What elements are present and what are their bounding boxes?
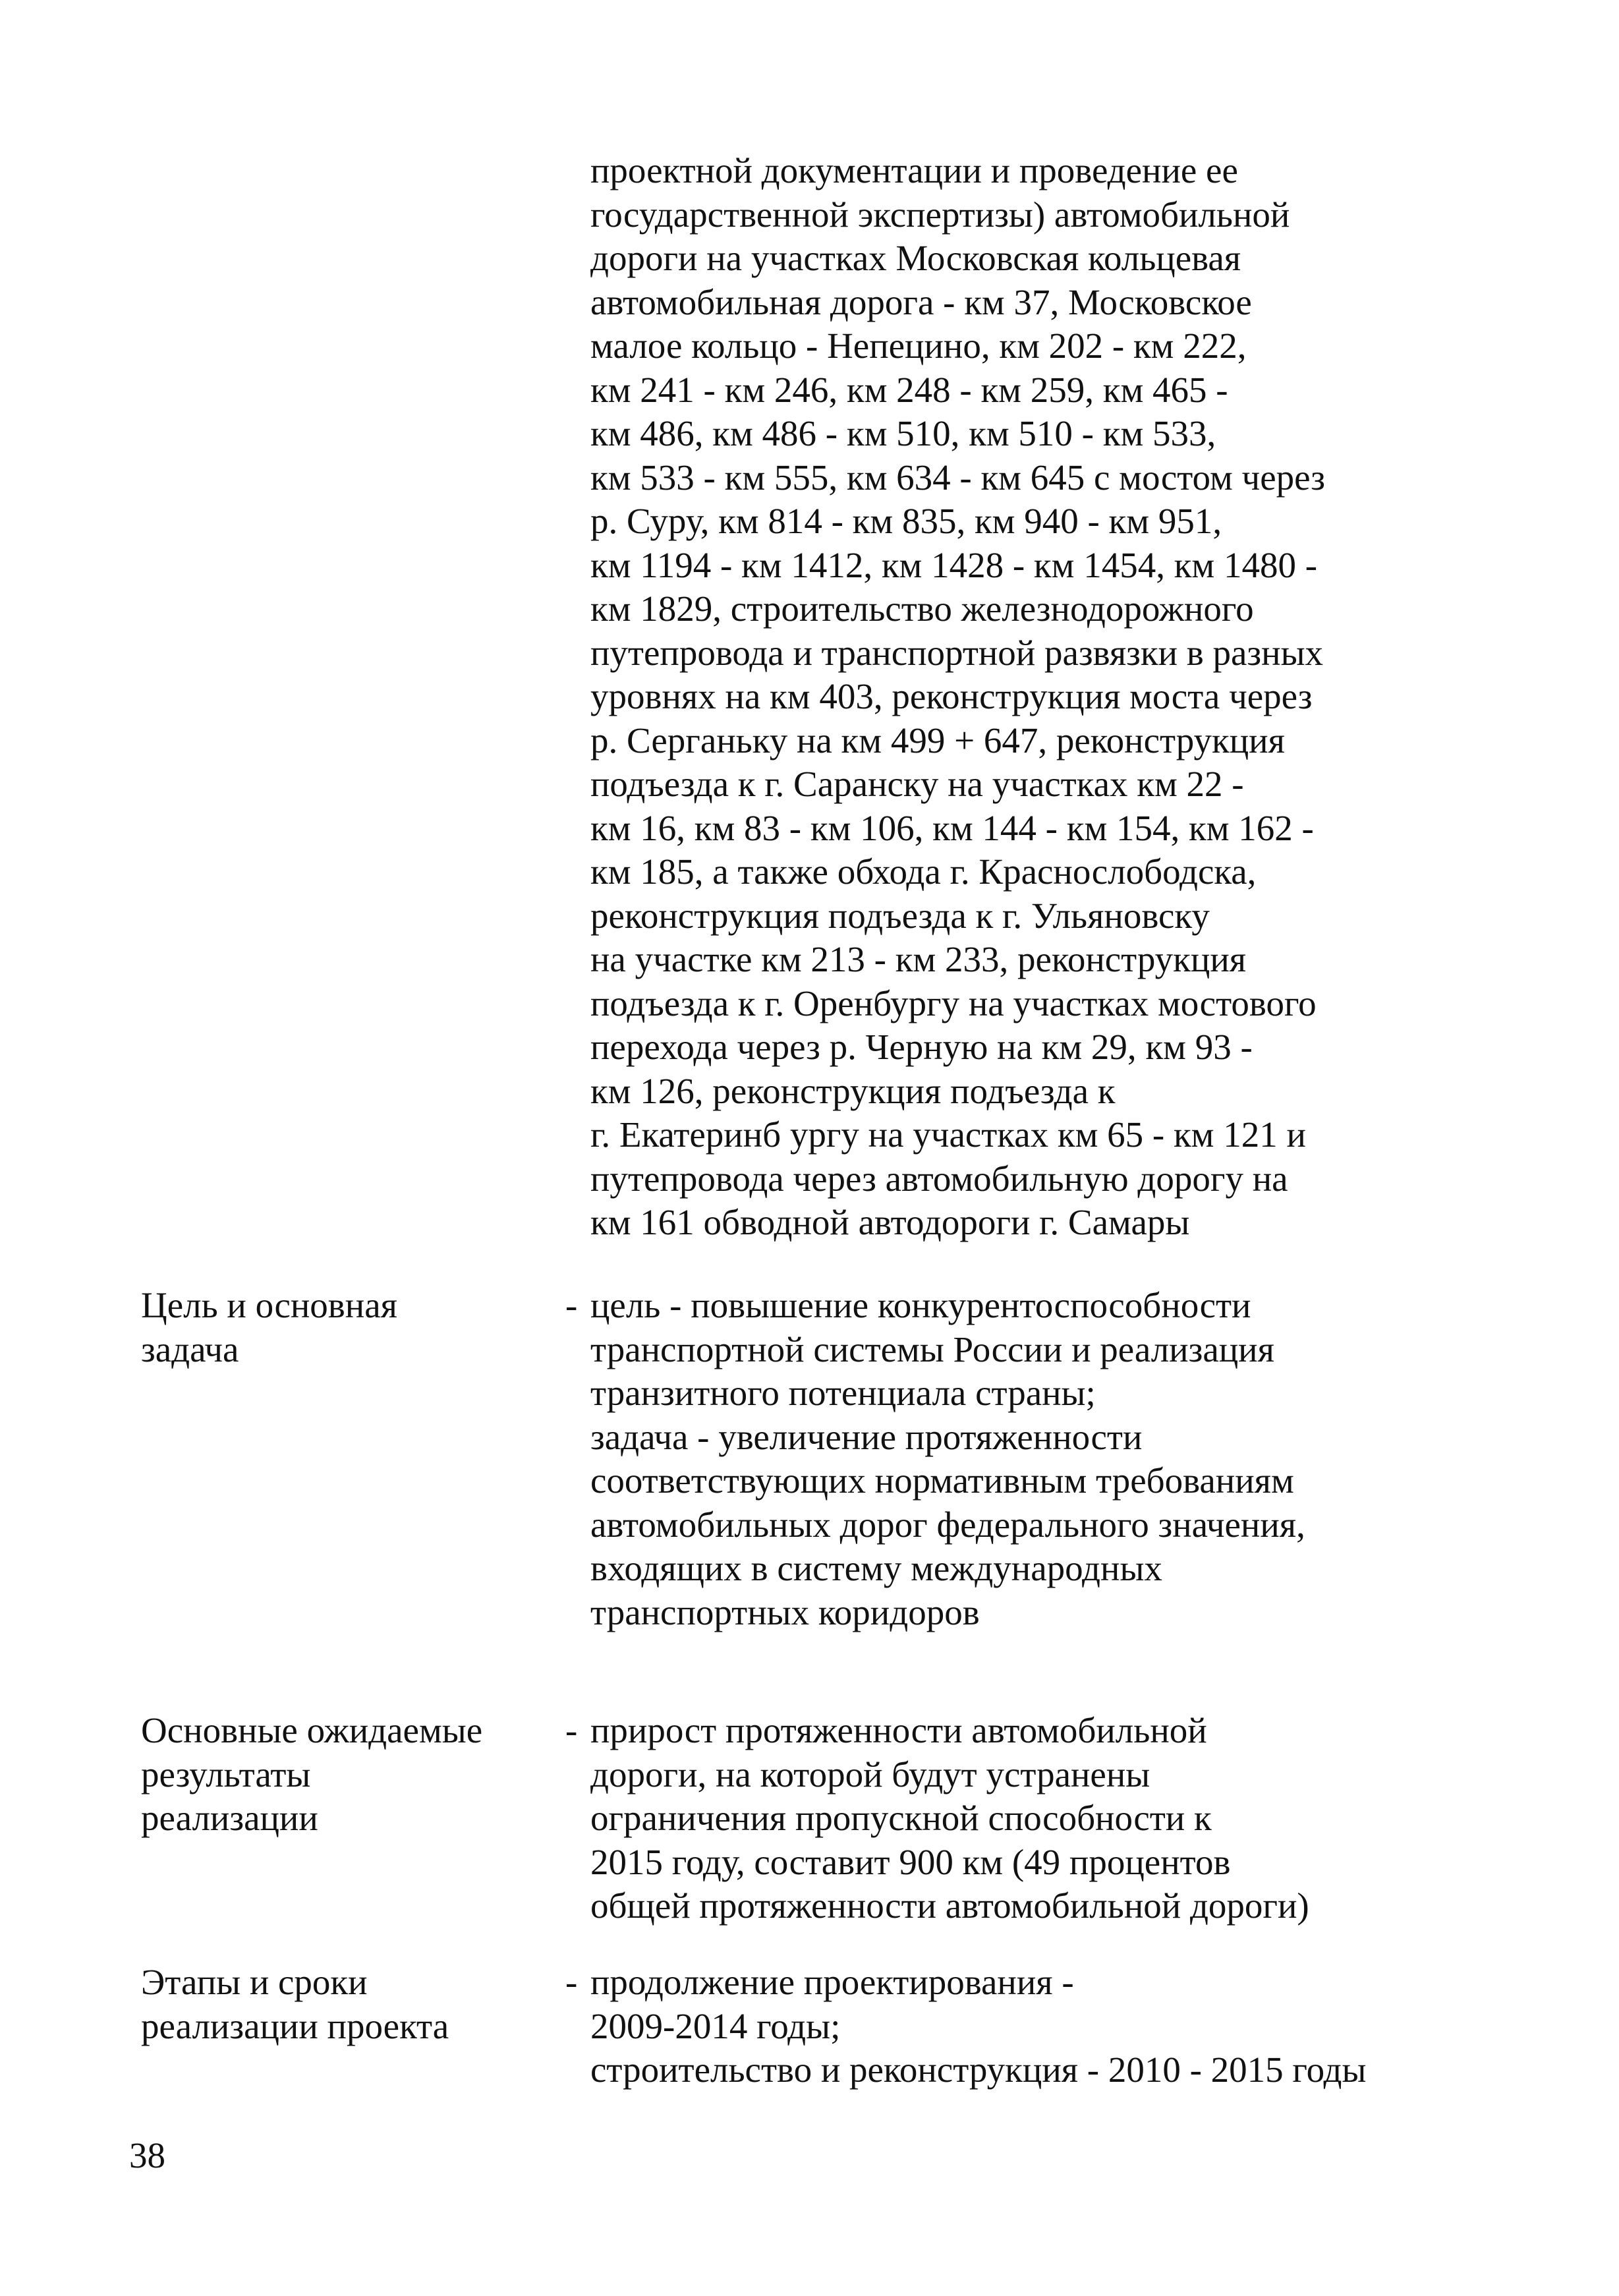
value-line: автомобильных дорог федерального значения, — [590, 1504, 1305, 1545]
text-line: путепровода и транспортной развязки в разных — [590, 632, 1324, 673]
text-line: путепровода через автомобильную дорогу на — [590, 1158, 1288, 1199]
label-line: Этапы и сроки — [141, 1962, 368, 2002]
text-line: уровнях на км 403, реконструкция моста через — [590, 676, 1313, 716]
value-line: транзитного потенциала страны; — [590, 1373, 1096, 1413]
text-line: км 16, км 83 - км 106, км 144 - км 154, км 162 - — [590, 807, 1314, 848]
value-line: входящих в систему международных — [590, 1548, 1162, 1588]
item-dash: - — [565, 1710, 578, 1750]
value-line: 2009-2014 годы; — [590, 2005, 841, 2046]
text-line: перехода через р. Черную на км 29, км 93 - — [590, 1027, 1253, 1067]
value-line: соответствующих нормативным требованиям — [590, 1460, 1294, 1501]
value-line: 2015 году, составит 900 км (49 процентов — [590, 1841, 1231, 1882]
text-line: км 126, реконструкция подъезда к — [590, 1070, 1116, 1111]
item-dash: - — [565, 1285, 578, 1325]
text-line: автомобильная дорога - км 37, Московское — [590, 281, 1252, 322]
value-line: общей протяженности автомобильной дороги) — [590, 1885, 1309, 1926]
label-line: задача — [141, 1329, 239, 1369]
label-line: Цель и основная — [141, 1285, 397, 1325]
label-line: реализации проекта — [141, 2005, 449, 2046]
text-line: подъезда к г. Оренбургу на участках мостового — [590, 983, 1317, 1023]
label-line: реализации — [141, 1798, 318, 1838]
value-line: транспортных коридоров — [590, 1592, 980, 1632]
value-line: ограничения пропускной способности к — [590, 1798, 1212, 1838]
label-line: результаты — [141, 1754, 311, 1794]
label-line: Основные ожидаемые — [141, 1710, 483, 1750]
value-line: строительство и реконструкция - 2010 - 2015 годы — [590, 2050, 1367, 2090]
text-line: км 241 - км 246, км 248 - км 259, км 465 - — [590, 369, 1228, 410]
text-line: дороги на участках Московская кольцевая — [590, 238, 1241, 278]
page-number: 38 — [129, 2135, 165, 2175]
text-line: на участке км 213 - км 233, реконструкция — [590, 939, 1247, 979]
text-line: км 1829, строительство железнодорожного — [590, 588, 1254, 629]
value-line: продолжение проектирования - — [590, 1962, 1074, 2002]
text-line: подъезда к г. Саранску на участках км 22 - — [590, 764, 1244, 804]
value-line: дороги, на которой будут устранены — [590, 1754, 1150, 1794]
item-dash: - — [565, 1962, 578, 2002]
text-line: км 1194 - км 1412, км 1428 - км 1454, км 1480 - — [590, 544, 1318, 585]
text-line: км 161 обводной автодороги г. Самары — [590, 1202, 1190, 1242]
value-line: задача - увеличение протяженности — [590, 1416, 1143, 1457]
text-line: р. Суру, км 814 - км 835, км 940 - км 951, — [590, 501, 1222, 541]
stages-label — [141, 1961, 449, 2048]
text-line: р. Серганьку на км 499 + 647, реконструкция — [590, 720, 1285, 761]
text-line: км 533 - км 555, км 634 - км 645 с мостом через — [590, 457, 1325, 498]
value-line: транспортной системы России и реализация — [590, 1329, 1274, 1369]
text-line: км 486, км 486 - км 510, км 510 - км 533, — [590, 413, 1216, 453]
value-line: цель - повышение конкурентоспособности — [590, 1285, 1251, 1325]
text-line: г. Екатеринб ургу на участках км 65 - км 121 и — [590, 1114, 1306, 1155]
results-label — [141, 1709, 482, 1841]
goal-label — [141, 1284, 397, 1371]
value-line: прирост протяженности автомобильной — [590, 1710, 1207, 1750]
continuation-text — [590, 149, 1325, 1245]
text-line: государственной экспертизы) автомобильной — [590, 194, 1290, 235]
text-line: реконструкция подъезда к г. Ульяновску — [590, 895, 1210, 936]
stages-value — [590, 1961, 1366, 2092]
results-value — [590, 1709, 1309, 1928]
text-line: проектной документации и проведение ее — [590, 150, 1238, 190]
text-line: малое кольцо - Непецино, км 202 - км 222, — [590, 326, 1247, 366]
text-line: км 185, а также обхода г. Краснослободска, — [590, 851, 1257, 892]
goal-value — [590, 1284, 1305, 1634]
